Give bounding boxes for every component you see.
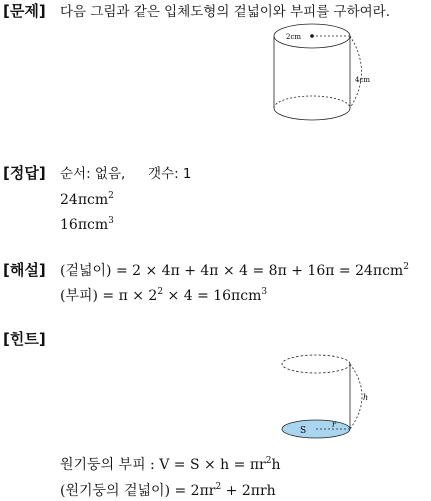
answer-order: 순서: 없음, xyxy=(60,166,126,182)
hint-volume-formula: 원기둥의 부피 : $V = S \times h = \pi r^2h$ xyxy=(60,456,281,473)
problem-question: 다음 그림과 같은 입체도형의 겉넓이와 부피를 구하여라. xyxy=(60,4,390,20)
height-label: 4cm xyxy=(355,76,371,84)
hint-height-arc xyxy=(350,364,362,429)
answer-volume-value: 16πcm$^3$ xyxy=(60,216,114,233)
problem-label: [문제] xyxy=(3,2,46,20)
radius-label: 2cm xyxy=(286,33,302,41)
hint-cylinder-figure xyxy=(278,350,388,450)
hint-top-ellipse xyxy=(282,355,350,373)
problem-cylinder-figure xyxy=(265,22,385,137)
hint-base-label: S xyxy=(300,426,307,436)
cylinder-bottom-back xyxy=(274,96,350,108)
explanation-surface: (겉넓이) = 2 × 4π + 4π × 4 = 8π + 16π = 24πcm$^2$ xyxy=(60,262,409,279)
cylinder-bottom-front xyxy=(274,108,350,120)
explanation-volume: (부피) = $\pi \times 2^2 \times 4 = 16\pi cm^3$ xyxy=(60,287,268,304)
answer-label: [정답] xyxy=(3,164,46,182)
hint-height-label: h xyxy=(363,393,369,402)
height-arc xyxy=(350,36,362,108)
hint-surface-formula: (원기둥의 겉넓이) = $2\pi r^2 + 2\pi rh$ xyxy=(60,482,276,499)
answer-count: 갯수: 1 xyxy=(148,166,192,182)
explanation-label: [해설] xyxy=(3,261,46,279)
answer-surface-value: 24πcm$^2$ xyxy=(60,191,114,208)
hint-radius-label: r xyxy=(332,420,336,429)
hint-label: [힌트] xyxy=(3,330,46,348)
